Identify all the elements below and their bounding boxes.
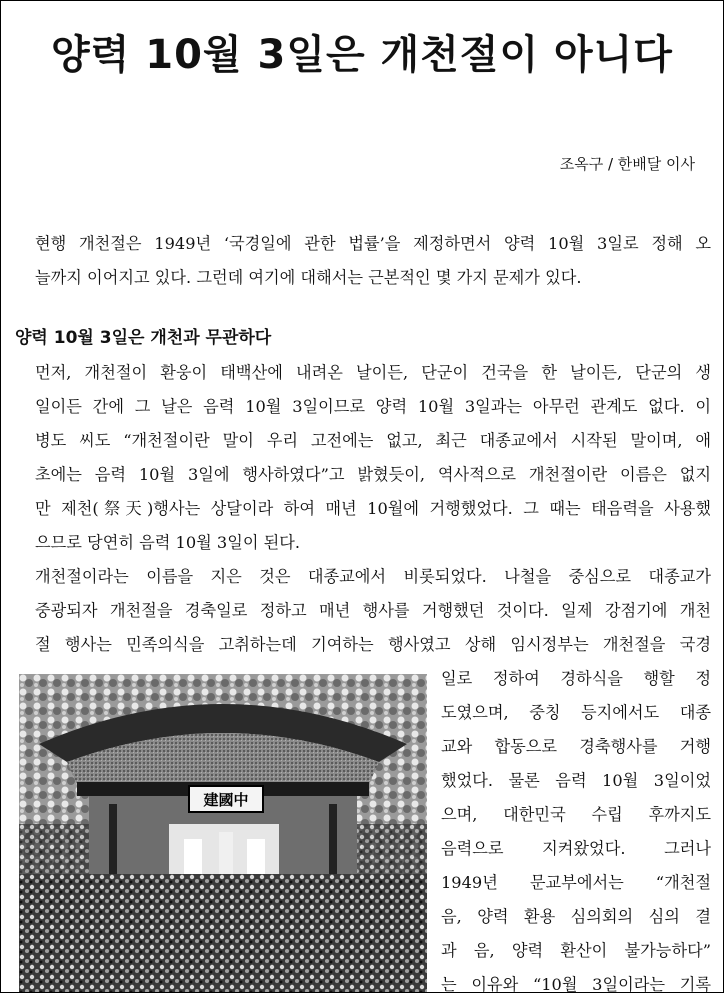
article-title: 양력 10월 3일은 개천절이 아니다	[51, 32, 673, 78]
section-heading: 양력 10월 3일은 개천과 무관하다	[15, 328, 272, 348]
text-line: 음, 양력 환용 심의회의 심의 결	[441, 907, 711, 926]
text-line: 개천절이라는 이름을 지은 것은 대종교에서 비롯되었다. 나철을 중심으로 대종교가	[35, 567, 711, 586]
text-line: 으므로 당연히 음력 10월 3일이 된다.	[35, 533, 301, 552]
text-line: 먼저, 개천절이 환웅이 태백산에 내려온 날이든, 단군이 건국을 한 날이든, 단군의 생	[35, 363, 711, 382]
text-line: 병도 씨도 “개천절이란 말이 우리 고전에는 없고, 최근 대종교에서 시작된 말이며, 애	[35, 431, 711, 450]
text-line: 도였으며, 중칭 등지에서도 대종	[441, 703, 711, 722]
text-line: 음력으로 지켜왔었다. 그러나	[441, 839, 711, 858]
text-line: 현행 개천절은 1949년 ‘국경일에 관한 법률’을 제정하면서 양력 10월 3일로 정해 오	[35, 234, 711, 253]
text-line: 절 행사는 민족의식을 고취하는데 기여하는 행사였고 상해 임시정부는 개천절을 국경	[35, 635, 711, 654]
text-line: 는 이유와 “10월 3일이라는 기록	[441, 975, 711, 993]
signboard-text: 建國中	[203, 791, 249, 809]
intro-paragraph	[15, 227, 711, 295]
text-line: 일이든 간에 그 날은 음력 10월 3일이므로 양력 10월 3일과는 아무런 관계도 없다. 이	[35, 397, 711, 416]
text-line: 일로 정하여 경하식을 행할 정	[441, 669, 711, 688]
section-paragraph-1	[15, 356, 711, 560]
ceremony-photo-illustration	[19, 674, 427, 992]
text-line: 초에는 음력 10월 3일에 행사하였다”고 밝혔듯이, 역사적으로 개천절이란 이름은 없지	[35, 465, 711, 484]
text-line: 교와 합동으로 경축행사를 거행	[441, 737, 711, 756]
section-paragraph-2	[15, 560, 711, 662]
ceremony-photo	[19, 674, 427, 992]
author-byline: 조옥구 / 한배달 이사	[559, 155, 695, 173]
text-line: 했었다. 물론 음력 10월 3일이었	[441, 771, 711, 790]
text-line: 늘까지 이어지고 있다. 그런데 여기에 대해서는 근본적인 몇 가지 문제가 있다.	[35, 268, 582, 287]
right-column-text	[441, 662, 711, 993]
text-line: 1949년 문교부에서는 “개천절	[441, 873, 711, 892]
text-line: 과 음, 양력 환산이 불가능하다”	[441, 941, 711, 960]
text-line: 으며, 대한민국 수립 후까지도	[441, 805, 711, 824]
text-line: 만 제천(祭天)행사는 상달이라 하여 매년 10월에 거행했었다. 그 때는 태음력을 사용했	[35, 499, 711, 518]
text-line: 중광되자 개천절을 경축일로 정하고 매년 행사를 거행했던 것이다. 일제 강점기에 개천	[35, 601, 711, 620]
